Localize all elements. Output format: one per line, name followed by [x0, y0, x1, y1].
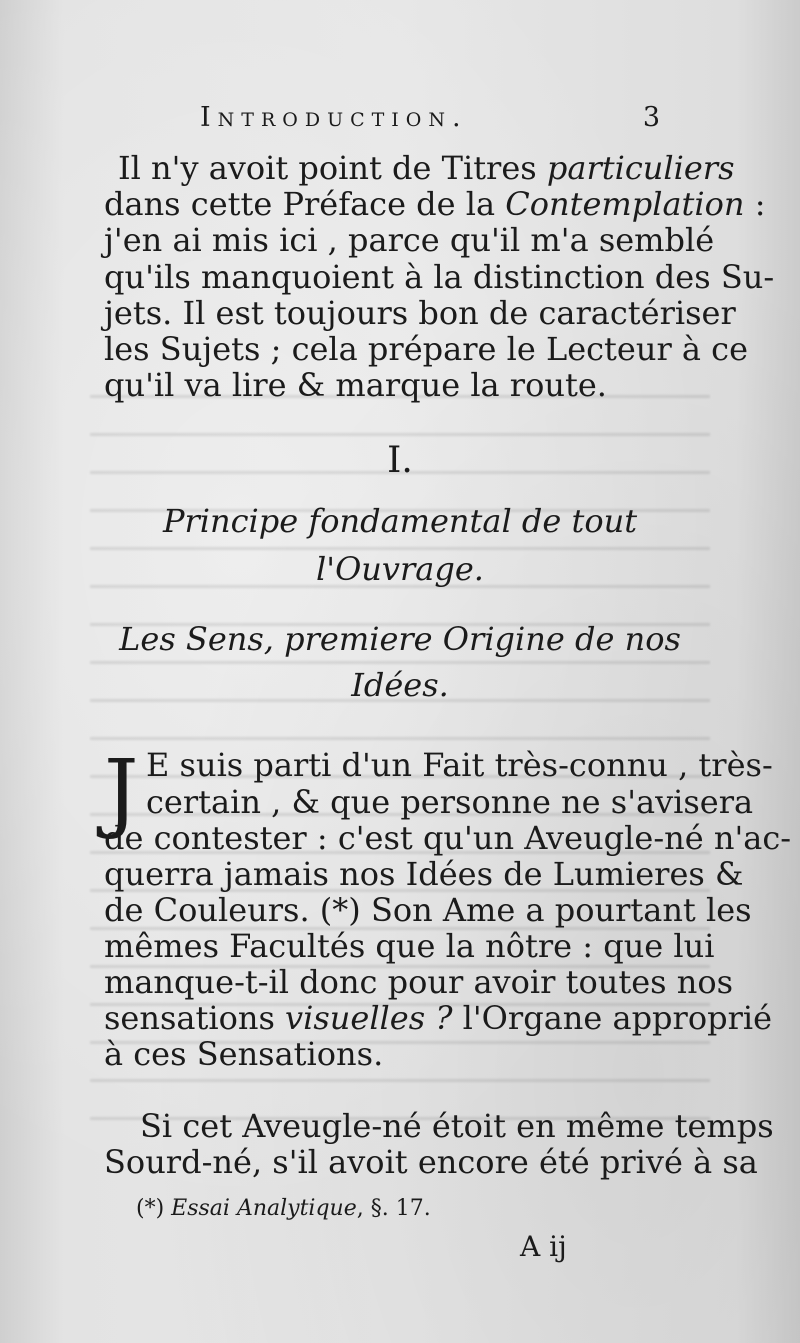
text-line: sensations visuelles ? l'Organe approprié	[104, 999, 773, 1037]
text-line: querra jamais nos Idées de Lumieres &	[104, 855, 744, 893]
footnote	[136, 1196, 431, 1221]
text-line: Sourd-né, s'il avoit encore été privé à sa	[104, 1143, 758, 1181]
footnote-title: Essai Analytique	[171, 1196, 357, 1221]
text-line: manque-t-il donc pour avoir toutes nos	[104, 963, 734, 1001]
running-header	[200, 102, 660, 138]
text-line: Si cet Aveugle-né étoit en même temps	[140, 1107, 774, 1145]
text-line: certain , & que personne ne s'avisera	[146, 783, 754, 821]
text-line: de Couleurs. (*) Son Ame a pourtant les	[104, 891, 752, 929]
section-heading-line2: Idées.	[351, 666, 449, 704]
signature-mark: A ij	[520, 1230, 567, 1263]
section-number: I.	[387, 440, 413, 481]
text-line: les Sujets ; cela prépare le Lecteur à ce	[104, 330, 749, 368]
text-line: jets. Il est toujours bon de caractériser	[104, 294, 736, 332]
text-line: de contester : c'est qu'un Aveugle-né n'ac-	[104, 819, 792, 857]
drop-cap: J	[104, 742, 139, 842]
text-line: E suis parti d'un Fait très-connu , très-	[146, 746, 773, 784]
chapter-title-line1: Principe fondamental de tout	[162, 502, 638, 540]
page-number: 3	[642, 102, 660, 133]
footnote-mark: (*)	[136, 1196, 165, 1221]
section-heading-line1: Les Sens, premiere Origine de nos	[119, 620, 681, 658]
text-line: à ces Sensations.	[104, 1035, 384, 1073]
text-line: j'en ai mis ici , parce qu'il m'a semblé	[104, 221, 715, 259]
text-line: mêmes Facultés que la nôtre : que lui	[104, 927, 715, 965]
text-line: dans cette Préface de la Contemplation :	[104, 185, 766, 223]
text-line: qu'il va lire & marque la route.	[104, 366, 607, 404]
text-line: Il n'y avoit point de Titres particuliers	[118, 149, 735, 187]
running-title: Introduction.	[200, 102, 468, 133]
footnote-ref: , §. 17.	[356, 1196, 431, 1221]
chapter-title-line2: l'Ouvrage.	[316, 550, 484, 588]
text-line: qu'ils manquoient à la distinction des Su-	[104, 258, 775, 296]
